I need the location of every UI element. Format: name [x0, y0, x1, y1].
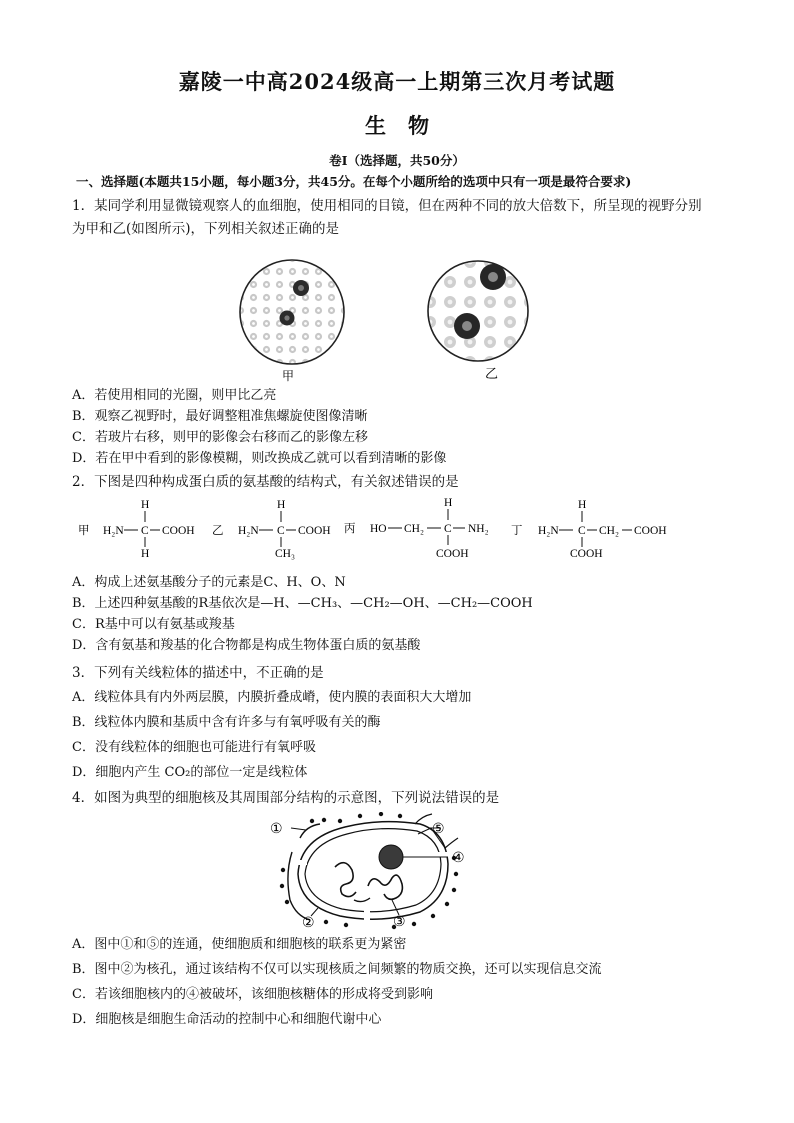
svg-text:COOH: COOH [634, 525, 667, 537]
q1-stem-line1: 1．某同学利用显微镜观察人的血细胞，使用相同的目镜，但在两种不同的放大倍数下，所呈现的视野分别 [72, 198, 702, 214]
q3-stem: 3．下列有关线粒体的描述中，不正确的是 [72, 665, 324, 681]
svg-text:H: H [141, 548, 150, 560]
label-jia: 甲 [282, 369, 295, 382]
svg-text:C: C [444, 523, 452, 535]
svg-text:H: H [444, 497, 453, 509]
q3-option-a: A．线粒体具有内外两层膜，内膜折叠成嵴，使内膜的表面积大大增加 [72, 690, 472, 705]
q4-option-a: A．图中①和⑤的连通，使细胞质和细胞核的联系更为紧密 [72, 937, 407, 952]
q2-option-d: D．含有氨基和羧基的化合物都是构成生物体蛋白质的氨基酸 [72, 638, 421, 653]
q4-option-d: D．细胞核是细胞生命活动的控制中心和细胞代谢中心 [72, 1012, 382, 1027]
q3-option-c: C．没有线粒体的细胞也可能进行有氧呼吸 [72, 740, 316, 755]
label-1: ① [270, 822, 283, 837]
q3-option-b: B．线粒体内膜和基质中含有许多与有氧呼吸有关的酶 [72, 715, 381, 730]
q2-option-c: C．R基中可以有氨基或羧基 [72, 617, 235, 632]
q4-stem: 4．如图为典型的细胞核及其周围部分结构的示意图，下列说法错误的是 [72, 790, 500, 806]
svg-text:COOH: COOH [436, 548, 469, 560]
svg-text:CH₃: CH₃ [275, 548, 295, 560]
q1-option-a: A．若使用相同的光圈，则甲比乙亮 [72, 388, 277, 403]
svg-text:COOH: COOH [162, 525, 195, 537]
q4-option-b: B．图中②为核孔，通过该结构不仅可以实现核质之间频繁的物质交换，还可以实现信息交流 [72, 962, 602, 977]
q2-stem: 2．下图是四种构成蛋白质的氨基酸的结构式，有关叙述错误的是 [72, 474, 459, 490]
svg-text:C: C [578, 525, 586, 537]
section-heading: 一、选择题(本题共15小题，每小题3分，共45分。在每个小题所给的选项中只有一项是最符合要求) [76, 174, 632, 189]
svg-text:C: C [141, 525, 149, 537]
volume-heading: 卷Ⅰ（选择题，共50分） [329, 153, 465, 168]
amino-acid-formulas [0, 494, 794, 572]
label-4: ④ [452, 851, 465, 866]
svg-text:丙: 丙 [344, 523, 356, 535]
svg-text:H: H [578, 499, 587, 511]
svg-text:H₂N: H₂N [538, 525, 559, 537]
formula-bing [344, 497, 489, 560]
formula-jia [78, 499, 195, 560]
svg-text:甲: 甲 [78, 525, 90, 537]
field-jia [238, 258, 348, 368]
label-yi: 乙 [485, 366, 499, 381]
svg-text:H₂N: H₂N [103, 525, 124, 537]
q1-stem-line2: 为甲和乙(如图所示)，下列相关叙述正确的是 [72, 221, 340, 237]
formula-ding [511, 499, 667, 560]
q1-option-c: C．若玻片右移，则甲的影像会右移而乙的影像左移 [72, 430, 368, 445]
svg-text:CH₂: CH₂ [404, 523, 424, 535]
subject-title: 生物 [365, 113, 451, 138]
svg-text:H: H [277, 499, 286, 511]
field-yi [426, 259, 532, 365]
exam-title: 嘉陵一中高2024级高一上期第三次月考试题 [178, 69, 616, 94]
svg-text:C: C [277, 525, 285, 537]
svg-text:CH₂: CH₂ [599, 525, 619, 537]
q4-option-c: C．若该细胞核内的④被破坏，该细胞核糖体的形成将受到影响 [72, 987, 433, 1002]
q1-option-b: B．观察乙视野时，最好调整粗准焦螺旋使图像清晰 [72, 409, 368, 424]
svg-text:COOH: COOH [570, 548, 603, 560]
q3-option-d: D．细胞内产生 CO₂的部位一定是线粒体 [72, 765, 308, 780]
svg-text:丁: 丁 [511, 525, 523, 537]
formula-yi [212, 499, 331, 560]
svg-text:NH₂: NH₂ [468, 523, 489, 535]
svg-text:HO: HO [370, 523, 387, 535]
label-3: ③ [393, 915, 406, 930]
svg-text:COOH: COOH [298, 525, 331, 537]
svg-text:H: H [141, 499, 150, 511]
microscope-figure [0, 252, 794, 382]
nucleus-diagram [0, 812, 794, 930]
q2-option-b: B．上述四种氨基酸的R基依次是—H、—CH₃、—CH₂—OH、—CH₂—COOH [72, 596, 533, 611]
svg-text:乙: 乙 [212, 525, 224, 537]
label-5: ⑤ [432, 822, 445, 837]
q1-option-d: D．若在甲中看到的影像模糊，则改换成乙就可以看到清晰的影像 [72, 451, 447, 466]
label-2: ② [302, 916, 315, 930]
q2-option-a: A．构成上述氨基酸分子的元素是C、H、O、N [72, 575, 346, 590]
svg-text:H₂N: H₂N [238, 525, 259, 537]
